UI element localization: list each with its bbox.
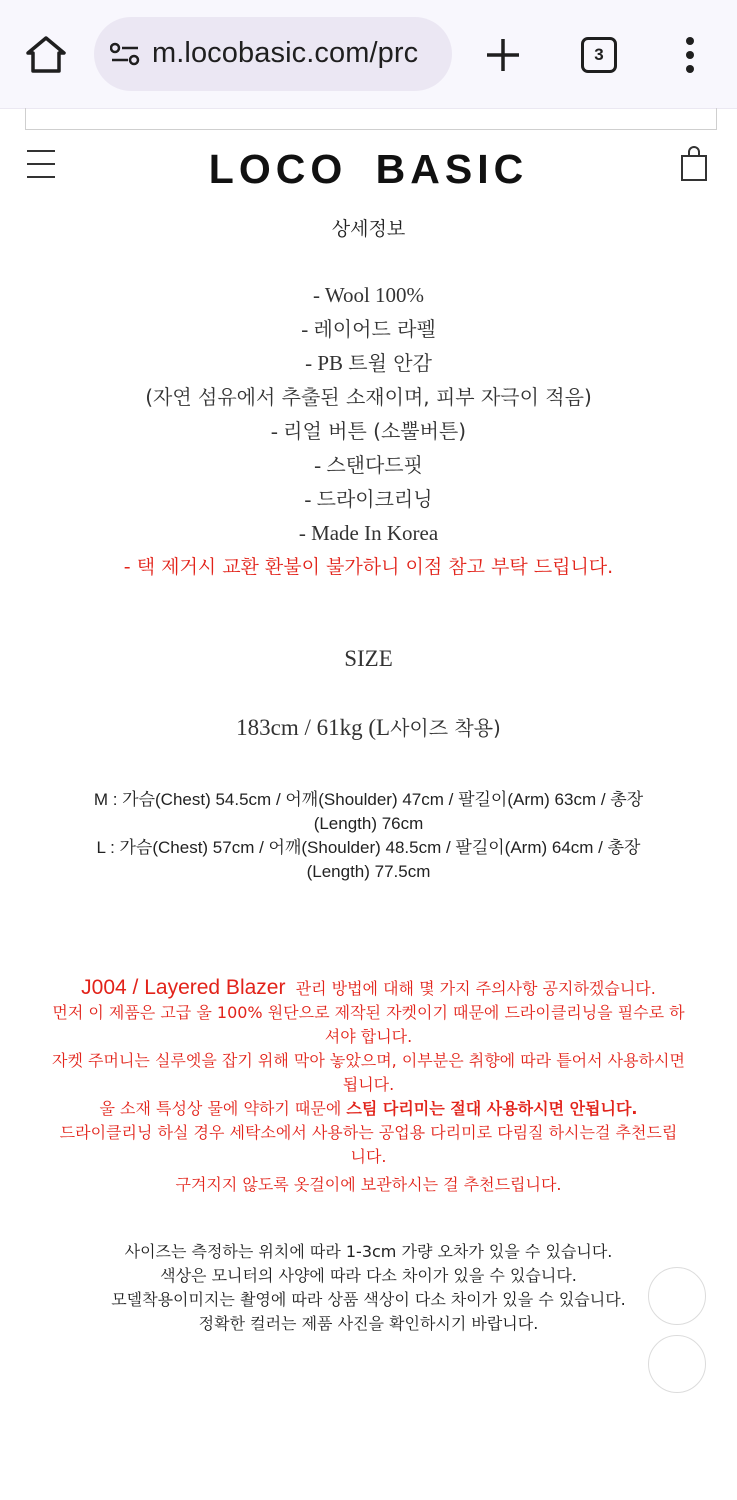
product-name: J004 / Layered Blazer: [81, 976, 286, 999]
size-row: (Length) 76cm: [313, 814, 424, 833]
footer-notes: [0, 1240, 737, 1336]
scroll-top-button[interactable]: [648, 1335, 706, 1393]
size-row: M : 가슴(Chest) 54.5cm / 어깨(Shoulder) 47cm / 팔길이(Arm) 63cm / 총장: [93, 790, 644, 809]
care-line: J004 / Layered Blazer 관리 방법에 대해 몇 가지 주의사항 공지하겠습니다.: [81, 976, 656, 999]
tab-switcher-icon[interactable]: 3: [581, 37, 617, 73]
top-banner-edge: [25, 108, 717, 130]
care-line: 울 소재 특성상 물에 약하기 때문에 스팀 다리미는 절대 사용하시면 안됩니다.: [99, 1099, 638, 1118]
care-line: 자켓 주머니는 실루엣을 잡기 위해 막아 놓았으며, 이부분은 취향에 따라 틑어서 사용하시면: [52, 1051, 685, 1070]
footer-note: 정확한 컬러는 제품 사진을 확인하시기 바랍니다.: [198, 1314, 539, 1333]
footer-note: 모델착용이미지는 촬영에 따라 상품 색상이 다소 차이가 있을 수 있습니다.: [111, 1290, 626, 1309]
site-settings-icon[interactable]: [110, 41, 140, 67]
size-row: L : 가슴(Chest) 57cm / 어깨(Shoulder) 48.5cm / 팔길이(Arm) 64cm / 총장: [96, 838, 641, 857]
care-line: 니다.: [350, 1147, 387, 1166]
size-heading: SIZE: [344, 646, 393, 671]
size-row: (Length) 77.5cm: [306, 862, 431, 881]
care-line: 먼저 이 제품은 고급 울 100% 원단으로 제작된 자켓이기 때문에 드라이클리닝을 필수로 하: [52, 1003, 685, 1022]
more-vert-icon[interactable]: [676, 34, 704, 76]
spec-item: - PB 트윌 안감: [305, 351, 432, 375]
address-bar[interactable]: [94, 17, 452, 91]
spec-item: - Made In Korea: [298, 521, 439, 545]
spec-item: - 레이어드 라펠: [301, 317, 436, 341]
spec-item: - 스탠다드핏: [314, 453, 423, 477]
spec-item: (자연 섬유에서 추출된 소재이며, 피부 자극이 적음): [145, 385, 592, 409]
spec-list: [0, 278, 737, 584]
spec-item: - 드라이크리닝: [304, 487, 433, 511]
care-line: 구겨지지 않도록 옷걸이에 보관하시는 걸 추천드립니다.: [175, 1175, 562, 1194]
size-measurements: [0, 788, 737, 884]
footer-note: 색상은 모니터의 사양에 따라 다소 차이가 있을 수 있습니다.: [160, 1266, 577, 1285]
spec-item: - Wool 100%: [312, 283, 425, 307]
footer-note: 사이즈는 측정하는 위치에 따라 1-3cm 가량 오차가 있을 수 있습니다.: [124, 1242, 613, 1261]
home-icon[interactable]: [24, 34, 68, 74]
care-line: 됩니다.: [342, 1075, 395, 1094]
care-notice: [0, 976, 737, 1197]
floating-action-button[interactable]: [648, 1267, 706, 1325]
care-line: 셔야 합니다.: [324, 1027, 413, 1046]
care-line: 드라이클리닝 하실 경우 세탁소에서 사용하는 공업용 다리미로 다림질 하시는걸 추천드립: [59, 1123, 678, 1142]
spec-item: - 리얼 버튼 (소뿔버튼): [270, 419, 467, 443]
shopping-bag-icon[interactable]: [680, 146, 708, 182]
tag-removal-notice: - 택 제거시 교환 환불이 불가하니 이점 참고 부탁 드립니다.: [123, 556, 614, 578]
steam-iron-warning: 스팀 다리미는 절대 사용하시면 안됩니다.: [346, 1099, 638, 1118]
plus-icon[interactable]: [484, 36, 522, 74]
section-title: 상세정보: [331, 218, 406, 240]
site-logo[interactable]: LOCO BASIC: [208, 146, 529, 192]
browser-toolbar: [0, 0, 737, 109]
url-text[interactable]: m.locobasic.com/prc: [152, 37, 419, 69]
model-info: 183cm / 61kg (L사이즈 착용): [236, 715, 501, 740]
